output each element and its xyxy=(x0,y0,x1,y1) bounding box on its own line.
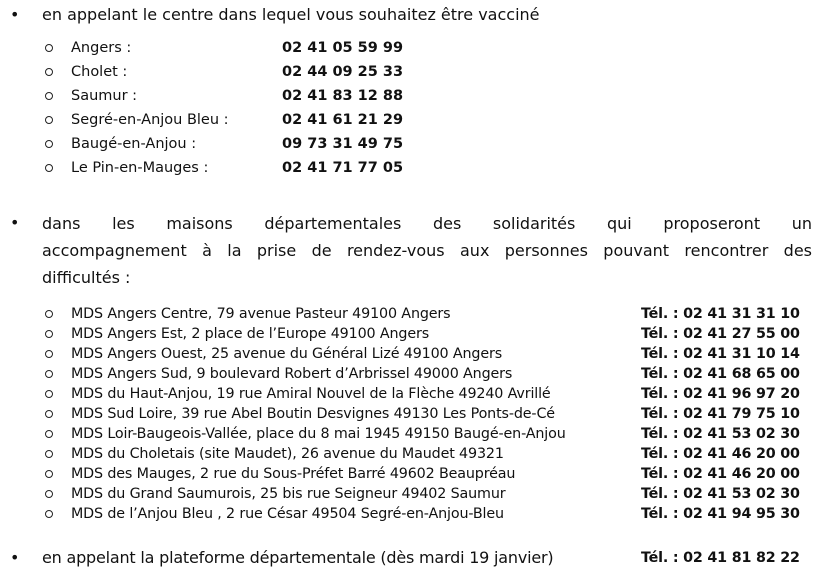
section1-intro: en appelant le centre dans lequel vous souhaitez être vacciné xyxy=(42,5,540,24)
centre-name-bauge: Baugé-en-Anjou : xyxy=(71,136,197,152)
mds-tel: Tél. : 02 41 79 75 10 xyxy=(641,406,800,422)
mds-address: MDS Angers Ouest, 25 avenue du Général Lizé 49100 Angers xyxy=(71,346,503,362)
circle-bullet xyxy=(45,390,53,398)
circle-bullet xyxy=(45,430,53,438)
circle-bullet xyxy=(45,510,53,518)
section2-line3: difficultés : xyxy=(42,268,131,287)
section3-text: en appelant la plateforme départementale (dès mardi 19 janvier) xyxy=(42,548,554,567)
mds-address: MDS de l’Anjou Bleu , 2 rue César 49504 Segré-en-Anjou-Bleu xyxy=(71,506,504,522)
bullet-2: • xyxy=(10,213,20,232)
circle-bullet xyxy=(45,470,53,478)
mds-tel: Tél. : 02 41 31 10 14 xyxy=(641,346,800,362)
mds-address: MDS Sud Loire, 39 rue Abel Boutin Desvignes 49130 Les Ponts-de-Cé xyxy=(71,406,555,422)
mds-tel: Tél. : 02 41 53 02 30 xyxy=(641,486,800,502)
circle-bullet xyxy=(45,330,53,338)
mds-address: MDS du Grand Saumurois, 25 bis rue Seigneur 49402 Saumur xyxy=(71,486,506,502)
section3-tel: Tél. : 02 41 81 82 22 xyxy=(641,550,800,566)
centre-phone-pin: 02 41 71 77 05 xyxy=(282,160,404,176)
centre-name-pin: Le Pin-en-Mauges : xyxy=(71,160,209,176)
centre-name-cholet: Cholet : xyxy=(71,64,128,80)
centre-phone-saumur: 02 41 83 12 88 xyxy=(282,88,404,104)
circle-bullet xyxy=(45,68,53,76)
circle-bullet xyxy=(45,164,53,172)
centre-phone-segre: 02 41 61 21 29 xyxy=(282,112,404,128)
circle-bullet xyxy=(45,116,53,124)
mds-address: MDS du Haut-Anjou, 19 rue Amiral Nouvel de la Flèche 49240 Avrillé xyxy=(71,386,551,402)
centre-name-segre: Segré-en-Anjou Bleu : xyxy=(71,112,229,128)
centre-phone-cholet: 02 44 09 25 33 xyxy=(282,64,404,80)
circle-bullet xyxy=(45,44,53,52)
mds-tel: Tél. : 02 41 96 97 20 xyxy=(641,386,800,402)
bullet-1: • xyxy=(10,5,20,24)
mds-address: MDS des Mauges, 2 rue du Sous-Préfet Barré 49602 Beaupréau xyxy=(71,466,516,482)
mds-address: MDS Angers Centre, 79 avenue Pasteur 49100 Angers xyxy=(71,306,451,322)
mds-address: MDS du Choletais (site Maudet), 26 avenue du Maudet 49321 xyxy=(71,446,504,462)
bullet-3: • xyxy=(10,548,20,567)
circle-bullet xyxy=(45,410,53,418)
mds-tel: Tél. : 02 41 53 02 30 xyxy=(641,426,800,442)
circle-bullet xyxy=(45,310,53,318)
mds-address: MDS Angers Est, 2 place de l’Europe 49100 Angers xyxy=(71,326,429,342)
mds-tel: Tél. : 02 41 31 31 10 xyxy=(641,306,800,322)
centre-name-saumur: Saumur : xyxy=(71,88,138,104)
mds-address: MDS Loir-Baugeois-Vallée, place du 8 mai 1945 49150 Baugé-en-Anjou xyxy=(71,426,566,442)
circle-bullet xyxy=(45,92,53,100)
section2-line1: dans les maisons départementales des solidarités qui proposeront un xyxy=(42,214,812,233)
circle-bullet xyxy=(45,140,53,148)
circle-bullet xyxy=(45,350,53,358)
centre-phone-angers: 02 41 05 59 99 xyxy=(282,40,404,56)
circle-bullet xyxy=(45,370,53,378)
mds-tel: Tél. : 02 41 68 65 00 xyxy=(641,366,800,382)
mds-tel: Tél. : 02 41 94 95 30 xyxy=(641,506,800,522)
mds-address: MDS Angers Sud, 9 boulevard Robert d’Arbrissel 49000 Angers xyxy=(71,366,513,382)
circle-bullet xyxy=(45,450,53,458)
mds-tel: Tél. : 02 41 27 55 00 xyxy=(641,326,800,342)
section2-line2: accompagnement à la prise de rendez-vous aux personnes pouvant rencontrer des xyxy=(42,241,812,260)
centre-name-angers: Angers : xyxy=(71,40,132,56)
mds-tel: Tél. : 02 41 46 20 00 xyxy=(641,446,800,462)
circle-bullet xyxy=(45,490,53,498)
centre-phone-bauge: 09 73 31 49 75 xyxy=(282,136,404,152)
mds-tel: Tél. : 02 41 46 20 00 xyxy=(641,466,800,482)
